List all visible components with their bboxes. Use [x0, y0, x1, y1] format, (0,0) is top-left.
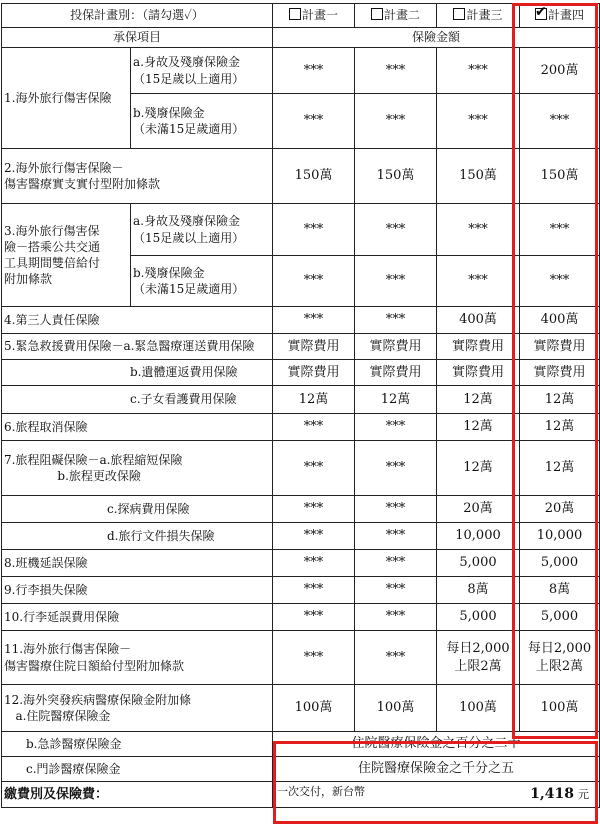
row-12b — [2, 732, 600, 757]
cell: *** — [273, 550, 355, 577]
row-2-label: 2.海外旅行傷害保險－ 傷害醫療實支實付型附加條款 — [2, 149, 273, 204]
row-10-label: 10.行李延誤費用保險 — [2, 604, 273, 631]
cell: 8萬 — [437, 577, 520, 604]
row-12a-label: 12.海外突發疾病醫療保險金附加條 a.住院醫療保險金 — [2, 685, 273, 732]
cell: *** — [355, 414, 437, 441]
cell: *** — [355, 577, 437, 604]
cell: *** — [520, 94, 600, 149]
cell: *** — [437, 256, 520, 307]
cell: *** — [273, 414, 355, 441]
coverage-item-header: 承保項目 — [2, 28, 273, 48]
cell: 10,000 — [437, 523, 520, 550]
plan-header-row — [2, 4, 600, 28]
plan-select-title: 投保計畫別：（請勾選✓） — [2, 4, 273, 28]
cell: *** — [355, 523, 437, 550]
cell: 400萬 — [520, 307, 600, 334]
cell: *** — [355, 48, 437, 94]
cell: 200萬 — [520, 48, 600, 94]
plan-3-checkbox[interactable] — [453, 8, 465, 20]
row-1-main-label: 1.海外旅行傷害保險 — [2, 48, 131, 149]
cell: 100萬 — [273, 685, 355, 732]
cell: 實際費用 — [273, 334, 355, 360]
row-1a — [2, 48, 600, 94]
cell: 100萬 — [437, 685, 520, 732]
row-12b-label: b.急診醫療保險金 — [2, 732, 273, 757]
cell: *** — [355, 307, 437, 334]
row-5a-label: 5.緊急救援費用保險－a.緊急醫療運送費用保險 — [2, 334, 273, 360]
cell: 每日2,000 上限2萬 — [520, 631, 600, 685]
plan-1-option[interactable]: 計畫一 — [273, 4, 355, 28]
cell: 5,000 — [520, 604, 600, 631]
coverage-table — [1, 3, 600, 808]
cell: *** — [273, 523, 355, 550]
cell: *** — [520, 204, 600, 256]
cell: *** — [273, 577, 355, 604]
row-4-label: 4.第三人責任保險 — [2, 307, 273, 334]
cell: 實際費用 — [520, 334, 600, 360]
row-3a — [2, 204, 600, 256]
row-2 — [2, 149, 600, 204]
cell: *** — [355, 604, 437, 631]
cell: 150萬 — [437, 149, 520, 204]
row-5a — [2, 334, 600, 360]
row-11 — [2, 631, 600, 685]
row-7c-label: c.探病費用保險 — [2, 496, 273, 523]
row-11-label: 11.海外旅行傷害保險－ 傷害醫療住院日額給付型附加條款 — [2, 631, 273, 685]
fee-row — [2, 782, 600, 808]
cell: *** — [273, 631, 355, 685]
cell: 12萬 — [520, 386, 600, 414]
cell: 8萬 — [520, 577, 600, 604]
row-7ab-label: 7.旅程阻礙保險－a.旅程縮短保險 b.旅程更改保險 — [2, 441, 273, 496]
row-12c — [2, 757, 600, 782]
cell: 12萬 — [273, 386, 355, 414]
plan-2-checkbox[interactable] — [371, 8, 383, 20]
cell: 400萬 — [437, 307, 520, 334]
row-7d — [2, 523, 600, 550]
plan-4-option[interactable]: ✔ 計畫四 — [520, 4, 600, 28]
cell: 12萬 — [520, 414, 600, 441]
cell: *** — [273, 441, 355, 496]
row-6 — [2, 414, 600, 441]
fee-method: 一次交付，新台幣 — [277, 785, 365, 799]
row-5b — [2, 360, 600, 386]
cell: 5,000 — [437, 550, 520, 577]
cell: 10,000 — [520, 523, 600, 550]
plan-4-checkbox-checked[interactable] — [535, 8, 547, 20]
plan-3-option[interactable]: 計畫三 — [437, 4, 520, 28]
plan-1-checkbox[interactable] — [289, 8, 301, 20]
fee-cell — [273, 782, 600, 808]
row-5b-label: b.遺體運返費用保險 — [2, 360, 273, 386]
row-5c — [2, 386, 600, 414]
row-12c-label: c.門診醫療保險金 — [2, 757, 273, 782]
cell: 實際費用 — [273, 360, 355, 386]
fee-label: 繳費別及保險費： — [2, 782, 273, 808]
cell: *** — [437, 48, 520, 94]
row-1b-label: b.殘廢保險金 （未滿15足歲適用） — [131, 94, 273, 149]
row-12a — [2, 685, 600, 732]
row-8-label: 8.班機延誤保險 — [2, 550, 273, 577]
cell: *** — [520, 256, 600, 307]
cell: 20萬 — [520, 496, 600, 523]
cell: 實際費用 — [355, 360, 437, 386]
cell: 實際費用 — [520, 360, 600, 386]
cell: *** — [355, 631, 437, 685]
cell: 20萬 — [437, 496, 520, 523]
row-6-label: 6.旅程取消保險 — [2, 414, 273, 441]
cell: *** — [273, 94, 355, 149]
cell: *** — [355, 204, 437, 256]
cell: 12萬 — [437, 414, 520, 441]
cell: 5,000 — [520, 550, 600, 577]
row-12b-text: 住院醫療保險金之百分之二十 — [273, 732, 600, 757]
row-3b-label: b.殘廢保險金 （未滿15足歲適用） — [131, 256, 273, 307]
insured-amount-header: 保險金額 — [273, 28, 600, 48]
cell: 實際費用 — [437, 360, 520, 386]
row-1a-label: a.身故及殘廢保險金 （15足歲以上適用） — [131, 48, 273, 94]
cell: 每日2,000 上限2萬 — [437, 631, 520, 685]
cell: 實際費用 — [437, 334, 520, 360]
cell: 150萬 — [520, 149, 600, 204]
cell: *** — [437, 204, 520, 256]
row-9-label: 9.行李損失保險 — [2, 577, 273, 604]
row-3a-label: a.身故及殘廢保險金 （15足歲以上適用） — [131, 204, 273, 256]
plan-2-option[interactable]: 計畫二 — [355, 4, 437, 28]
cell: 12萬 — [355, 386, 437, 414]
cell: *** — [355, 256, 437, 307]
cell: 100萬 — [355, 685, 437, 732]
cell: 150萬 — [355, 149, 437, 204]
cell: *** — [355, 550, 437, 577]
cell: *** — [355, 496, 437, 523]
row-10 — [2, 604, 600, 631]
cell: 5,000 — [437, 604, 520, 631]
cell: 12萬 — [437, 441, 520, 496]
cell: 150萬 — [273, 149, 355, 204]
cell: *** — [355, 94, 437, 149]
cell: *** — [437, 94, 520, 149]
cell: 12萬 — [437, 386, 520, 414]
cell: 12萬 — [520, 441, 600, 496]
cell: 100萬 — [520, 685, 600, 732]
cell: *** — [355, 441, 437, 496]
fee-unit: 元 — [578, 788, 589, 802]
row-4 — [2, 307, 600, 334]
row-12c-text: 住院醫療保險金之千分之五 — [273, 757, 600, 782]
row-8 — [2, 550, 600, 577]
cell: 實際費用 — [355, 334, 437, 360]
row-5c-label: c.子女看護費用保險 — [2, 386, 273, 414]
cell: *** — [273, 496, 355, 523]
cell: *** — [273, 48, 355, 94]
row-3-main-label: 3.海外旅行傷害保 險－搭乘公共交通 工具期間雙倍給付 附加條款 — [2, 204, 131, 307]
cell: *** — [273, 204, 355, 256]
fee-amount: 1,418 — [530, 786, 574, 803]
row-7d-label: d.旅行文件損失保險 — [2, 523, 273, 550]
column-header-row — [2, 28, 600, 48]
cell: *** — [273, 307, 355, 334]
cell: *** — [273, 256, 355, 307]
row-9 — [2, 577, 600, 604]
row-7ab — [2, 441, 600, 496]
cell: *** — [273, 604, 355, 631]
row-7c — [2, 496, 600, 523]
